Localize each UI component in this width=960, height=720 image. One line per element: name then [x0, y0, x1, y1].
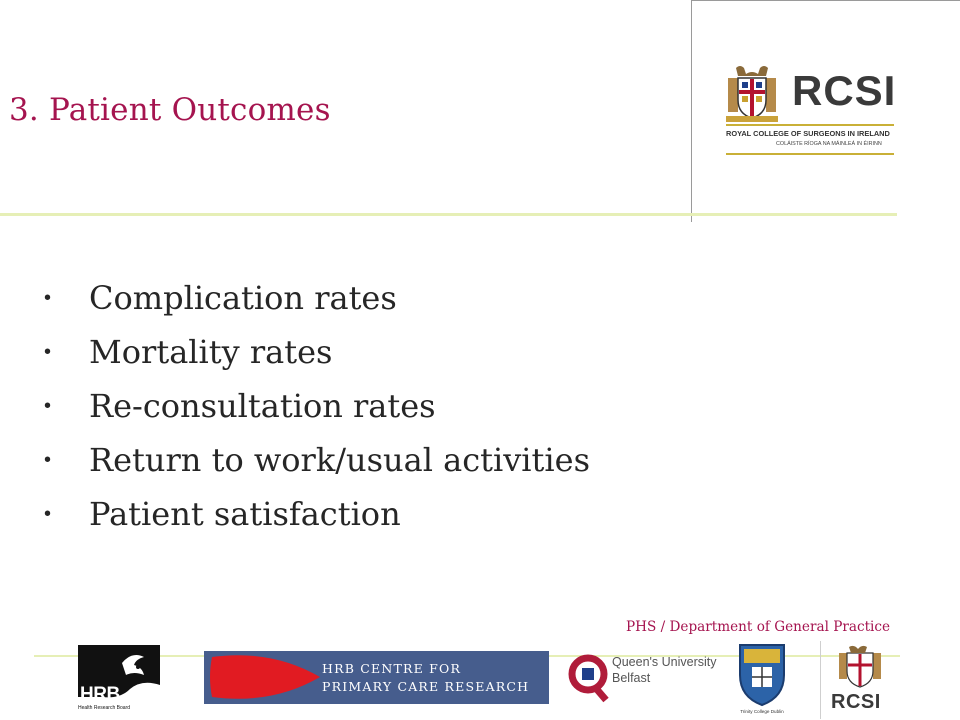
- bullet-marker: •: [44, 287, 52, 309]
- rcsi-irish-name: COLÁISTE RÍOGA NA MÁINLEÁ IN ÉIRINN: [776, 141, 882, 147]
- header-vertical-divider: [691, 0, 692, 222]
- hrb-logo: [78, 645, 160, 711]
- header-top-divider: [692, 0, 960, 1]
- qub-name-line2: Belfast: [612, 671, 651, 685]
- hrb-subtitle: Health Research Board: [78, 705, 130, 711]
- qub-name-line1: Queen's University: [612, 655, 717, 669]
- queens-university-logo: [568, 648, 716, 706]
- rcsi-english-name: ROYAL COLLEGE OF SURGEONS IN IRELAND: [726, 129, 890, 138]
- rcsi-small-logo: [820, 641, 901, 719]
- footer-department: PHS / Department of General Practice: [626, 619, 891, 635]
- bullet-marker: •: [44, 503, 52, 525]
- red-leaf-icon: [204, 651, 324, 704]
- bullet-text: Mortality rates: [89, 333, 333, 371]
- rcsi-crest-icon: [722, 64, 782, 130]
- bullet-text: Re-consultation rates: [89, 387, 436, 425]
- rcsi-wordmark: RCSI: [792, 67, 897, 114]
- rcsi-logo: [722, 64, 898, 160]
- qub-q-emblem-icon: [568, 650, 610, 704]
- bullet-marker: •: [44, 341, 52, 363]
- bullet-text: Patient satisfaction: [89, 495, 401, 533]
- bullet-text: Complication rates: [89, 279, 397, 317]
- tcd-label: Trinity College Dublin: [740, 709, 784, 714]
- bullet-marker: •: [44, 449, 52, 471]
- rcsi-rule-top: [726, 124, 894, 126]
- hrb-centre-banner: [204, 651, 549, 704]
- slide-title: 3. Patient Outcomes: [9, 92, 331, 128]
- bullet-text: Return to work/usual activities: [89, 441, 590, 479]
- centre-title-line2: PRIMARY CARE RESEARCH: [322, 679, 530, 694]
- rcsi-rule-bottom: [726, 153, 894, 155]
- rcsi-small-wordmark: RCSI: [831, 691, 881, 713]
- header-rule: [0, 213, 897, 216]
- tcd-shield-icon: [738, 643, 786, 707]
- trinity-college-logo: [728, 641, 796, 719]
- rcsi-small-crest-icon: [837, 645, 883, 689]
- hrb-label: HRB: [80, 684, 120, 705]
- bullet-marker: •: [44, 395, 52, 417]
- centre-title-line1: HRB CENTRE FOR: [322, 661, 462, 676]
